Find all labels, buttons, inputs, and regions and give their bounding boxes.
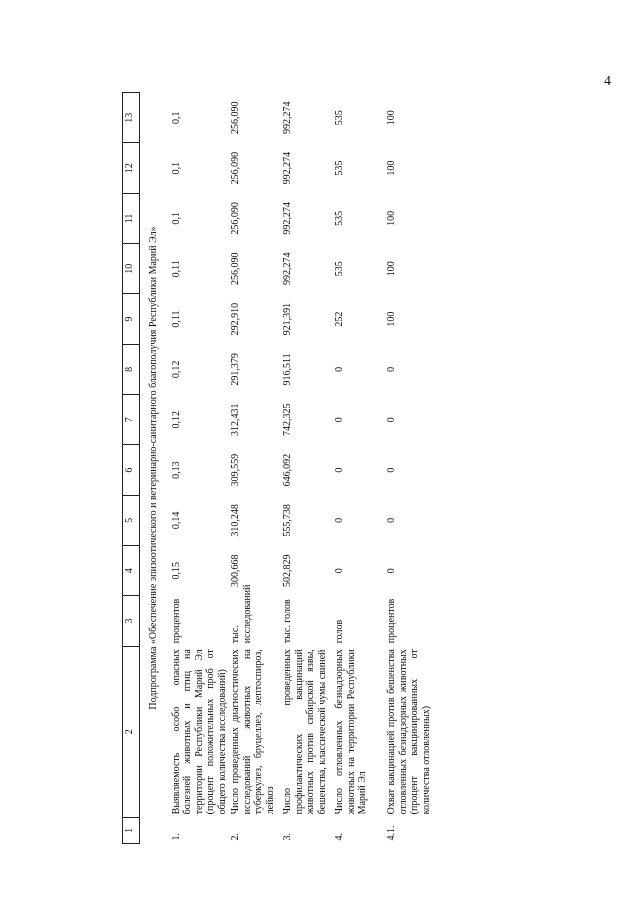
- value-cell: 292,910: [230, 302, 241, 336]
- unit: голов: [334, 619, 345, 644]
- value-cell: 992,274: [282, 101, 293, 134]
- column-header: 4: [123, 546, 140, 596]
- value-cell: 992,274: [282, 202, 293, 235]
- value-cell: 100: [386, 110, 397, 126]
- row-number: 3.: [282, 833, 293, 841]
- column-header: 10: [123, 244, 140, 294]
- row-number: 1.: [170, 833, 182, 841]
- table-row: [170, 93, 230, 844]
- column-header: 13: [123, 93, 140, 143]
- value-cell: 992,274: [282, 151, 293, 185]
- value-cell: 256,090: [230, 252, 241, 285]
- value-cell: 0,12: [170, 410, 182, 429]
- value-cell: 0: [386, 467, 397, 473]
- column-header: 6: [123, 445, 140, 495]
- indicator-name: Выявляемость особо опасных болезней животных и птиц на территории Республики Марий Эл (процент положительных проб от общего количества исследований): [170, 649, 228, 815]
- row-number: 4.1.: [386, 825, 397, 841]
- subprogram-row: [140, 93, 170, 844]
- indicators-table: [122, 92, 451, 844]
- value-cell: 0,13: [170, 461, 182, 479]
- value-cell: 309,559: [230, 453, 241, 487]
- subprogram-title: Подпрограмма «Обеспечение эпизоотического и ветеринарно-санитарного благополучия Республики Марий Эл»: [148, 226, 159, 710]
- value-cell: 535: [334, 160, 345, 176]
- value-cell: 0,1: [170, 161, 182, 175]
- value-cell: 535: [334, 210, 345, 226]
- value-cell: 0,11: [170, 310, 182, 328]
- value-cell: 0: [386, 417, 397, 423]
- value-cell: 100: [386, 210, 397, 226]
- value-cell: 252: [334, 311, 345, 327]
- value-cell: 0: [334, 417, 345, 423]
- value-cell: 0: [386, 517, 397, 523]
- value-cell: 992,274: [282, 252, 293, 285]
- value-cell: 535: [334, 261, 345, 277]
- value-cell: 0,14: [170, 511, 182, 530]
- column-header: 12: [123, 143, 140, 193]
- column-header: 1: [123, 817, 140, 843]
- value-cell: 921,391: [282, 302, 293, 336]
- rotated-table-container: [122, 92, 515, 844]
- indicator-name: Число проведенных профилактических вакцинаций животных против сибирской язвы, бешенства, классической чумы свиней: [282, 649, 328, 815]
- value-cell: 256,090: [230, 202, 241, 235]
- table-row: [333, 93, 385, 844]
- column-header: 9: [123, 294, 140, 344]
- value-cell: 0: [334, 366, 345, 372]
- table-row: [385, 93, 451, 844]
- unit: тыс. голов: [282, 599, 293, 644]
- value-cell: 0,11: [170, 260, 182, 278]
- value-cell: 0: [334, 467, 345, 473]
- indicator-name: Число отловленных безнадзорных животных на территории Республики Марий Эл: [334, 649, 368, 815]
- column-header: 2: [123, 646, 140, 817]
- value-cell: 0,12: [170, 360, 182, 379]
- value-cell: 100: [386, 261, 397, 277]
- unit: тыс. исследований: [230, 584, 253, 644]
- value-cell: 535: [334, 110, 345, 126]
- value-cell: 0: [386, 568, 397, 574]
- value-cell: 0,1: [170, 212, 182, 225]
- column-header: 8: [123, 344, 140, 394]
- value-cell: 646,092: [282, 453, 293, 487]
- indicator-name: Охват вакцинацией против бешенства отловленных безнадзорных животных (процент вакцинированных от количества отловленных): [386, 649, 432, 815]
- unit: процентов: [170, 598, 182, 644]
- unit: процентов: [386, 598, 397, 644]
- value-cell: 300,668: [230, 554, 241, 587]
- table-row: [229, 93, 281, 844]
- value-cell: 256,090: [230, 101, 241, 134]
- value-cell: 291,379: [230, 353, 241, 386]
- row-number: 2.: [230, 833, 241, 841]
- value-cell: 0: [334, 517, 345, 523]
- row-number: 4.: [334, 833, 345, 841]
- value-cell: 100: [386, 160, 397, 176]
- value-cell: 312,431: [230, 403, 241, 436]
- column-header: 3: [123, 596, 140, 646]
- page-number: 4: [604, 74, 611, 89]
- value-cell: 742,325: [282, 403, 293, 436]
- column-header: 11: [123, 193, 140, 243]
- value-cell: 100: [386, 311, 397, 327]
- table-row: [281, 93, 333, 844]
- value-cell: 310,248: [230, 504, 241, 537]
- column-header: 7: [123, 395, 140, 445]
- value-cell: 502,829: [282, 554, 293, 587]
- value-cell: 0,1: [170, 111, 182, 124]
- indicator-name: Число проведенных диагностических исследований животных на туберкулез, бруцеллез, лептоспироз, лейкоз: [230, 649, 276, 815]
- value-cell: 0,15: [170, 561, 182, 580]
- value-cell: 0: [386, 366, 397, 372]
- column-header: 5: [123, 495, 140, 545]
- column-number-row: [123, 93, 140, 844]
- value-cell: 555,738: [282, 504, 293, 537]
- value-cell: 256,090: [230, 151, 241, 185]
- value-cell: 0: [334, 568, 345, 574]
- value-cell: 916,511: [282, 353, 293, 386]
